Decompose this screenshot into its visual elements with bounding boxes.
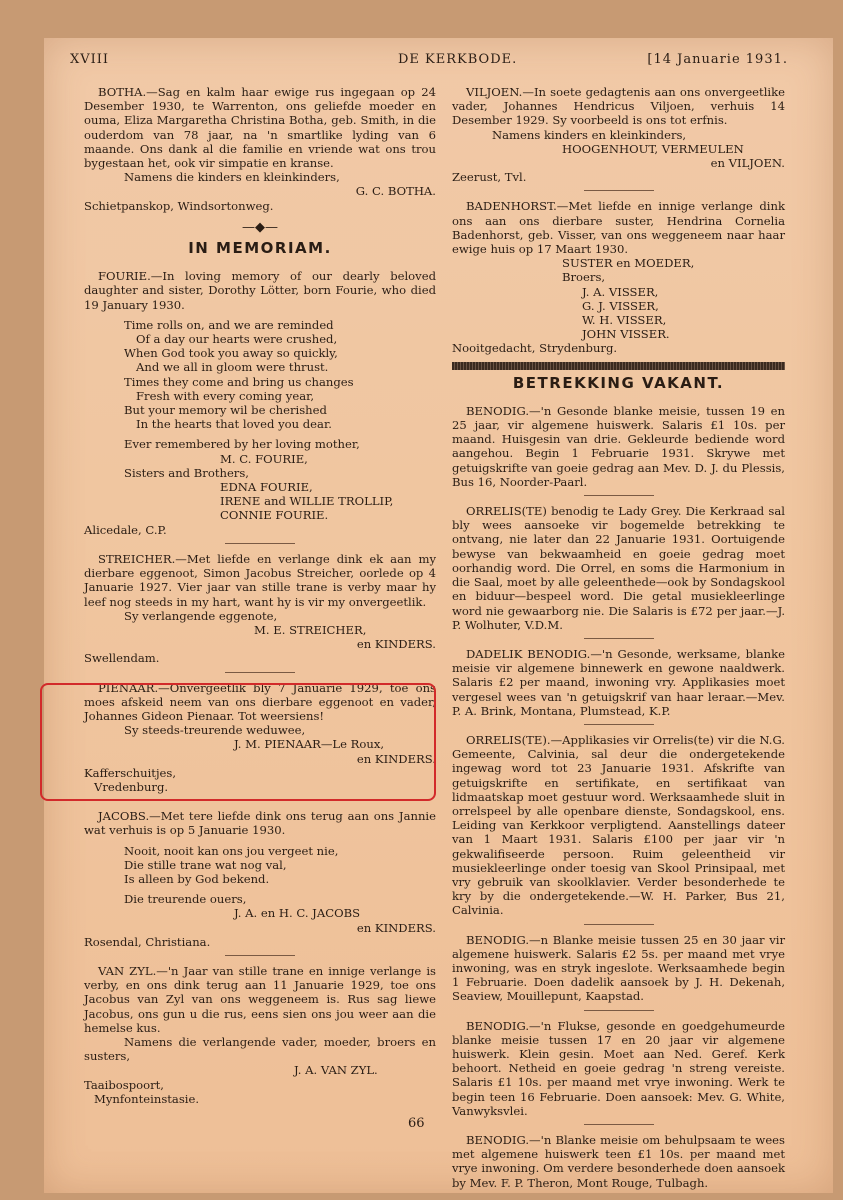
notice-fourie: [84, 269, 436, 537]
place: Vredenburg.: [94, 779, 169, 794]
signature: en KINDERS.: [356, 751, 436, 766]
place: Nooitgedacht, Strydenburg.: [452, 341, 618, 356]
signature-name: JOHN VISSER.: [582, 327, 670, 342]
notice-text: JACOBS.—Met tere liefde dink ons terug aan ons Jannie wat verhuis is op 5 Januarie 1930.: [84, 809, 436, 838]
signature-name: W. H. VISSER,: [582, 313, 667, 328]
notice-text: STREICHER.—Met liefde en verlange dink ek aan my dierbare eggenoot, Simon Jacobus Streicher, oorlede op 4 Januarie 1927. Vier jaar van stille trane is verby maar hy leef nog steeds in my hart, want hy is vir my onvergeetlik.: [84, 551, 436, 609]
ad-text: ORRELIS(TE).—Applikasies vir Orrelis(te) vir die N.G. Gemeente, Calvinia, sal deur die ondergetekende ingewag word tot 23 Januarie 1931. Afskrifte van getuigskrifte en sertifikate, en sertifikaat van lidmaatskap moet gestuur word. Werksaamhede sluit in orrelspeel by alle openbare dienste, Sondagskool, ens. Leiding van Kerkkoor verpligtend. Aanstellings dateer van 1 Maart 1931. Salaris £100 per jaar vir 'n gekwalifiseerde persoon. Ruim geleentheid vir musiekleerlinge onder toesig van Skool Prinsipaal, met vry gebruik van skoolklavier. Verder besonderhede te kry by die ondergetekende.—W. H. Parker, Bus 21, Calvinia.: [452, 732, 785, 918]
divider: [225, 543, 295, 544]
place: Alicedale, C.P.: [84, 522, 167, 537]
notice-text: VAN ZYL.—'n Jaar van stille trane en innige verlange is verby, en ons dink terug aan 11 Januarie 1929, toe ons Jacobus van Zyl van ons weggeneem is. Rus sag liewe Jacobus, ons gun u die rus, eens sien ons jou weer aan die hemelse kus.: [84, 963, 436, 1035]
signature: CONNIE FOURIE.: [220, 508, 329, 523]
header-date: [14 Januarie 1931.: [647, 52, 788, 67]
signature: SUSTER en MOEDER,: [562, 256, 695, 271]
notice-streicher: [84, 552, 436, 666]
notice-text: BOTHA.—Sag en kalm haar ewige rus ingegaan op 24 Desember 1930, te Warrenton, ons geliefde moeder en ouma, Eliza Margaretha Christina Botha, geb. Smith, in die ouderdom van 78 jaar, na 'n smartlike lyding van 6 maande. Ons dank al die familie en vriende wat ons trou bygestaan het, ook vir simpatie en kranse.: [84, 85, 436, 171]
signature-name: G. J. VISSER,: [582, 298, 659, 313]
place: Zeerust, Tvl.: [452, 170, 527, 185]
place: Taaibospoort,: [84, 1077, 164, 1092]
divider: [584, 1010, 654, 1011]
place: Rosendal, Christiana.: [84, 934, 211, 949]
poem: [124, 318, 436, 432]
divider: [584, 724, 654, 725]
signature: Namens die verlangende vader, moeder, broers en susters,: [84, 1034, 436, 1064]
signature: Namens die kinders en kleinkinders,: [124, 170, 340, 185]
ad-text: BENODIG.—'n Flukse, gesonde en goedgehumeurde blanke meisie tussen 17 en 20 jaar vir algemene huiswerk. Klein gesin. Moet aan Ned. Geref. Kerk behoort. Netheid en goeie gedrag 'n streng vereiste. Salaris £1 10s. per maand met vrye inwoning. Werk te begin teen 16 Februarie. Doen aansoek: Mev. G. White, Vanwyksvlei.: [452, 1018, 785, 1118]
ad-item: [452, 1133, 785, 1190]
ad-item: [452, 504, 785, 632]
signature: en VILJOEN.: [710, 156, 785, 171]
divider: [584, 924, 654, 925]
signature: EDNA FOURIE,: [220, 480, 313, 495]
section-title-in-memoriam: IN MEMORIAM.: [188, 239, 332, 258]
place: Mynfonteinstasie.: [94, 1091, 200, 1106]
notice-text: FOURIE.—In loving memory of our dearly beloved daughter and sister, Dorothy Lötter, born Fourie, who died 19 January 1930.: [84, 269, 436, 312]
ad-item: [452, 1019, 785, 1118]
signature: en KINDERS.: [356, 920, 436, 935]
divider: [225, 672, 295, 673]
divider: [584, 1124, 654, 1125]
ornament-divider: —◆—: [242, 219, 278, 235]
right-column: [452, 85, 785, 1196]
signature-name: J. A. VISSER,: [582, 284, 659, 299]
signature: Broers,: [562, 270, 606, 285]
signature: IRENE and WILLIE TROLLIP,: [220, 494, 394, 509]
signature: M. C. FOURIE,: [220, 451, 308, 466]
notice-viljoen: [452, 85, 785, 184]
signature: en KINDERS.: [356, 637, 436, 652]
poem-line: And we all in gloom were thrust.: [136, 360, 329, 375]
poem-line: But your memory wil be cherished: [124, 403, 327, 418]
place: Schietpanskop, Windsortonweg.: [84, 198, 274, 213]
signature: Sy verlangende eggenote,: [124, 608, 278, 623]
poem-line: Nooit, nooit kan ons jou vergeet nie,: [124, 843, 339, 858]
divider: [225, 955, 295, 956]
signature: Ever remembered by her loving mother,: [124, 437, 360, 452]
ad-text: BENODIG.—n Blanke meisie tussen 25 en 30 jaar vir algemene huiswerk. Salaris £2 5s. per maand met vrye inwoning, was en stryk ingeslote. Werksaamhede begin 1 Februarie. Doen dadelik aansoek by J. H. Dekenah, Seaview, Mouillepunt, Kaapstad.: [452, 932, 785, 1004]
signature: J. A. VAN ZYL.: [294, 1063, 378, 1078]
divider: [584, 638, 654, 639]
ad-text: DADELIK BENODIG.—'n Gesonde, werksame, blanke meisie vir algemene binnewerk en gewone naaldwerk. Salaris £2 per maand, inwoning vry. Applikasies moet vergesel wees van 'n getuigskrif van haar leraar.—Mev. P. A. Brink, Montana, Plumstead, K.P.: [452, 646, 785, 718]
poem-line: In the hearts that loved you dear.: [136, 417, 332, 432]
ad-text: BENODIG.—'n Blanke meisie om behulpsaam te wees met algemene huiswerk teen £1 10s. per maand met vrye inwoning. Om verdere besonderhede doen aansoek by Mev. F. P. Theron, Mont Rouge, Tulbagh.: [452, 1133, 785, 1190]
signature: J. A. en H. C. JACOBS: [234, 906, 361, 921]
signature: Namens kinders en kleinkinders,: [492, 127, 687, 142]
left-column: [84, 85, 436, 1112]
poem-line: When God took you away so quickly,: [124, 346, 338, 361]
page-number: 66: [408, 1116, 425, 1131]
notice-van-zyl: [84, 964, 436, 1106]
notice-badenhorst: [452, 199, 785, 355]
ad-item: [452, 404, 785, 489]
poem-line: Die stille trane wat nog val,: [124, 857, 287, 872]
divider: [584, 190, 654, 191]
notice-text: BADENHORST.—Met liefde en innige verlange dink ons aan ons dierbare suster, Hendrina Cornelia Badenhorst, geb. Visser, van ons weggeneem naar haar ewige huis op 17 Maart 1930.: [452, 199, 785, 257]
header-page-roman: XVIII: [70, 52, 110, 67]
signature: Sy steeds-treurende weduwee,: [124, 723, 306, 738]
notice-text: PIENAAR.—Onvergeetlik bly 7 Januarie 1929, toe ons moes afskeid neem van ons dierbare eggenoot en vader, Johannes Gideon Pienaar. Tot weersiens!: [84, 680, 436, 723]
poem-line: Fresh with every coming year,: [136, 388, 315, 403]
notice-botha: [84, 85, 436, 213]
ad-item: [452, 933, 785, 1004]
poem-line: Is alleen by God bekend.: [124, 871, 270, 886]
signature: Sisters and Brothers,: [124, 465, 249, 480]
signature: M. E. STREICHER,: [254, 622, 367, 637]
notice-text: VILJOEN.—In soete gedagtenis aan ons onvergeetlike vader, Johannes Hendricus Viljoen, verhuis 14 Desember 1929. Sy voorbeeld is ons tot erfnis.: [452, 85, 785, 128]
notice-jacobs: [84, 809, 436, 949]
ad-item: [452, 647, 785, 718]
heavy-rule: [452, 362, 785, 370]
signature: J. M. PIENAAR—Le Roux,: [234, 737, 385, 752]
signature: G. C. BOTHA.: [355, 184, 436, 199]
signature: Die treurende ouers,: [124, 892, 247, 907]
place: Swellendam.: [84, 651, 160, 666]
divider: [584, 495, 654, 496]
place: Kafferschuitjes,: [84, 765, 177, 780]
header-publication: DE KERKBODE.: [398, 52, 518, 67]
ad-text: BENODIG.—'n Gesonde blanke meisie, tussen 19 en 25 jaar, vir algemene huiswerk. Salaris £1 10s. per maand. Huisgesin van drie. Gekleurde bediende word aangehou. Begin 1 Februarie 1931. Skrywe met getuigskrifte van goeie gedrag aan Mev. D. J. du Plessis, Bus 16, Noorder-Paarl.: [452, 403, 785, 489]
signature: HOOGENHOUT, VERMEULEN: [562, 141, 744, 156]
ad-item: [452, 733, 785, 918]
section-title-betrekking-vakant: BETREKKING VAKANT.: [512, 373, 725, 392]
ad-text: ORRELIS(TE) benodig te Lady Grey. Die Kerkraad sal bly wees aansoeke vir bogemelde betrekking te ontvang, nie later dan 22 Januarie 1931. Oortuigende bewyse van bekwaamheid en goeie gedrag moet oorhandig word. Die Orrel, en soms die Harmonium in die Saal, moet by alle geleenthede—ook by Sondagskool en biduur—bespeel word. Die getal musiekleerlinge word nie gewaarborg nie. Die Salaris is £72 per jaar.—J. P. Wolhuter, V.D.M.: [452, 504, 785, 632]
highlight-box: [40, 680, 436, 801]
poem-line: Times they come and bring us changes: [124, 374, 354, 389]
poem: [124, 844, 436, 887]
poem-line: Of a day our hearts were crushed,: [136, 332, 338, 347]
poem-line: Time rolls on, and we are reminded: [124, 317, 334, 332]
